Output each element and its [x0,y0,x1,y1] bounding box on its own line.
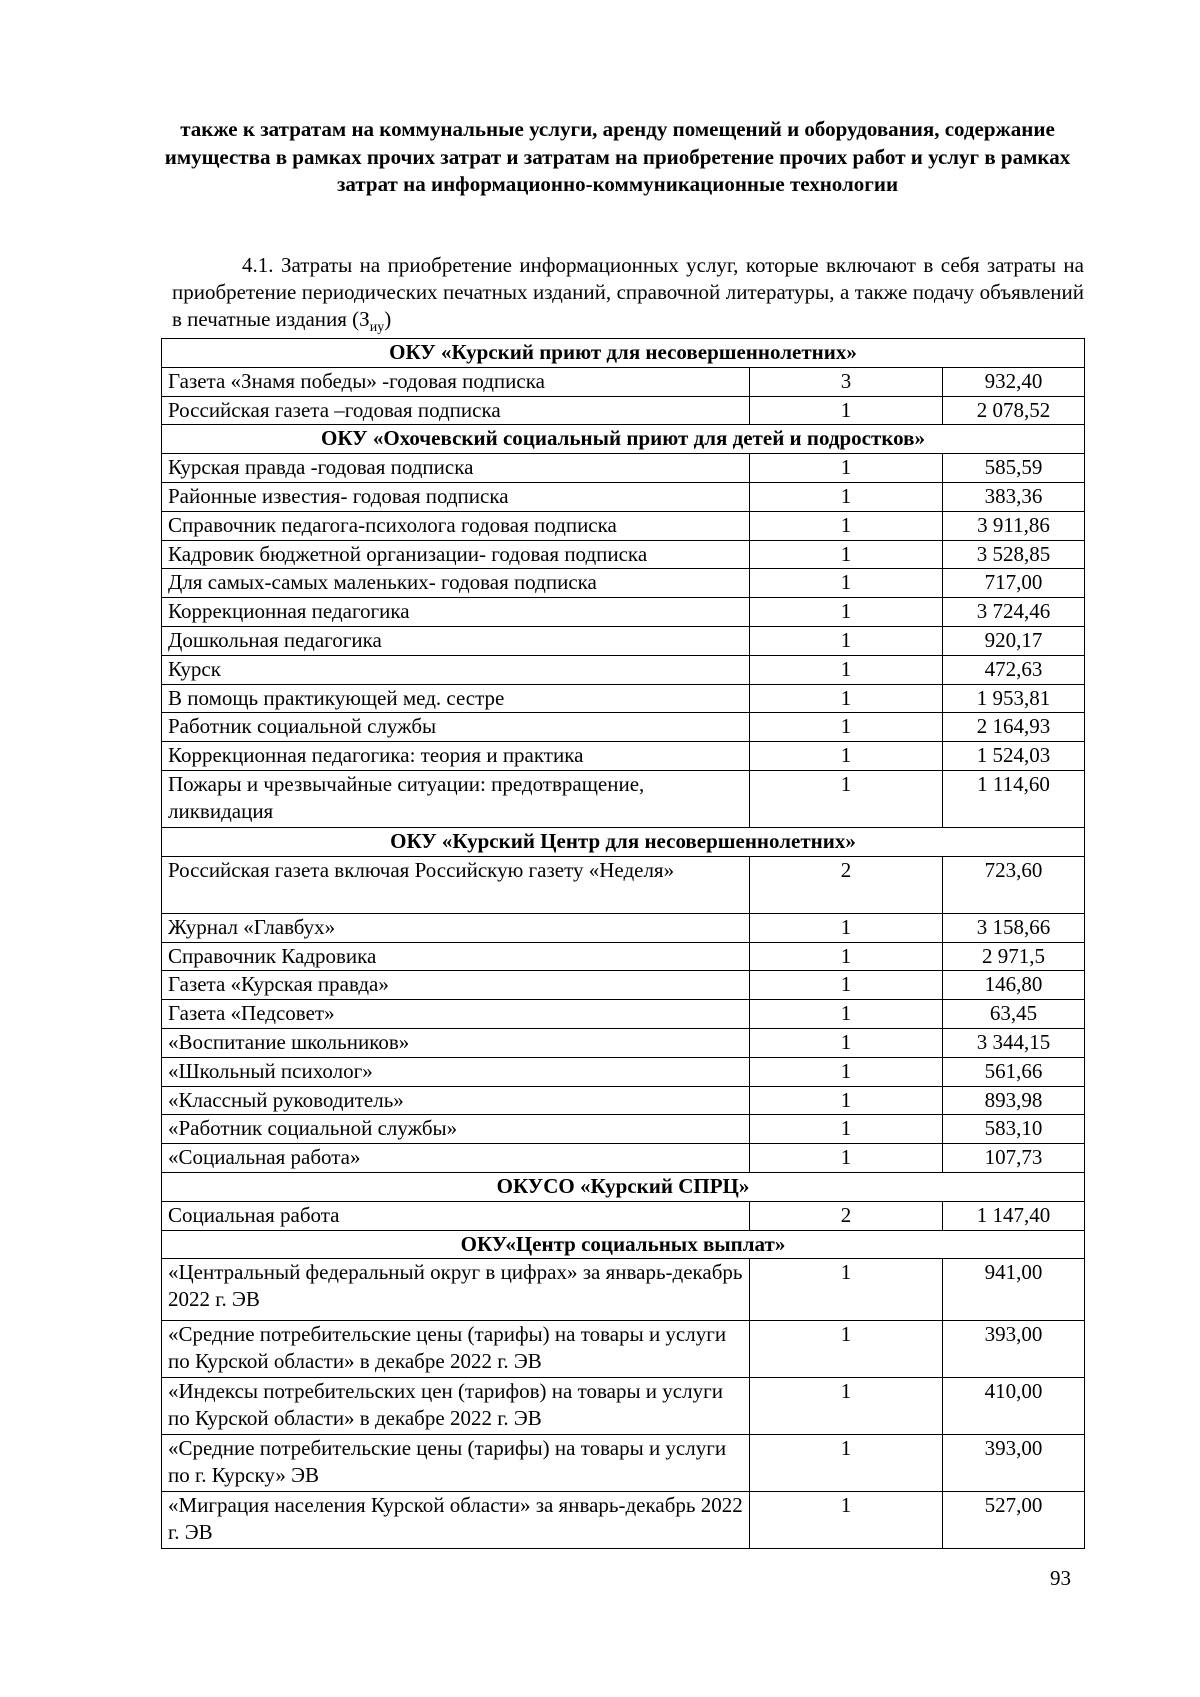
item-amount-cell: 932,40 [943,367,1085,396]
item-amount-cell: 2 164,93 [943,713,1085,742]
item-amount-cell: 383,36 [943,482,1085,511]
item-amount-cell: 393,00 [943,1435,1085,1492]
group-title: ОКУ «Охочевский социальный приют для детей и подростков» [162,425,1085,454]
item-amount-cell: 146,80 [943,971,1085,1000]
item-amount-cell: 1 147,40 [943,1201,1085,1230]
table-row [162,1144,1085,1173]
item-quantity-cell: 1 [750,598,943,627]
table-row [162,598,1085,627]
item-quantity-cell: 1 [750,540,943,569]
table-row [162,540,1085,569]
page-number: 93 [1050,1566,1071,1590]
table-row [162,1115,1085,1144]
table-row [162,396,1085,425]
intro-symbol-subscript: иу [369,320,385,336]
table-row [162,482,1085,511]
item-name-cell: Справочник Кадровика [162,942,750,971]
item-amount-cell: 410,00 [943,1378,1085,1435]
item-amount-cell: 107,73 [943,1144,1085,1173]
item-amount-cell: 893,98 [943,1086,1085,1115]
table-row [162,569,1085,598]
group-header-row [162,1230,1085,1259]
item-name-cell: «Средние потребительские цены (тарифы) на товары и услуги по г. Курску» ЭВ [162,1435,750,1492]
item-quantity-cell: 1 [750,454,943,483]
item-name-cell: «Социальная работа» [162,1144,750,1173]
item-quantity-cell: 1 [750,396,943,425]
item-name-cell: «Центральный федеральный округ в цифрах» за январь-декабрь 2022 г. ЭВ [162,1259,750,1321]
item-quantity-cell: 1 [750,742,943,771]
table-row [162,1321,1085,1378]
table-row [162,1378,1085,1435]
item-name-cell: В помощь практикующей мед. сестре [162,684,750,713]
table-row [162,913,1085,942]
item-name-cell: «Работник социальной службы» [162,1115,750,1144]
item-amount-cell: 2 078,52 [943,396,1085,425]
item-amount-cell: 920,17 [943,626,1085,655]
item-quantity-cell: 1 [750,1259,943,1321]
table-row [162,1259,1085,1321]
cost-table-body [162,339,1085,1549]
item-name-cell: «Средние потребительские цены (тарифы) на товары и услуги по Курской области» в декабре 2022 г. ЭВ [162,1321,750,1378]
item-name-cell: Коррекционная педагогика: теория и практика [162,742,750,771]
item-amount-cell: 472,63 [943,655,1085,684]
table-row [162,856,1085,913]
item-amount-cell: 3 528,85 [943,540,1085,569]
item-quantity-cell: 1 [750,1086,943,1115]
item-quantity-cell: 1 [750,482,943,511]
table-row [162,742,1085,771]
item-name-cell: «Воспитание школьников» [162,1028,750,1057]
item-quantity-cell: 1 [750,971,943,1000]
item-amount-cell: 3 724,46 [943,598,1085,627]
item-name-cell: Кадровик бюджетной организации- годовая подписка [162,540,750,569]
group-title: ОКУСО «Курский СПРЦ» [162,1172,1085,1201]
subscription-cost-table [161,338,1085,1549]
group-header-row [162,827,1085,856]
item-amount-cell: 941,00 [943,1259,1085,1321]
item-quantity-cell: 1 [750,942,943,971]
item-amount-cell: 3 911,86 [943,511,1085,540]
item-name-cell: Российская газета включая Российскую газету «Неделя» [162,856,750,913]
item-amount-cell: 63,45 [943,1000,1085,1029]
item-quantity-cell: 1 [750,1378,943,1435]
item-name-cell: Пожары и чрезвычайные ситуации: предотвращение, ликвидация [162,770,750,827]
item-quantity-cell: 1 [750,713,943,742]
item-quantity-cell: 1 [750,1057,943,1086]
table-row [162,684,1085,713]
table-row [162,1028,1085,1057]
item-name-cell: Газета «Курская правда» [162,971,750,1000]
table-row [162,454,1085,483]
item-quantity-cell: 2 [750,1201,943,1230]
item-amount-cell: 3 344,15 [943,1028,1085,1057]
item-amount-cell: 1 953,81 [943,684,1085,713]
item-name-cell: «Классный руководитель» [162,1086,750,1115]
table-row [162,511,1085,540]
item-name-cell: Для самых-самых маленьких- годовая подписка [162,569,750,598]
item-quantity-cell: 2 [750,856,943,913]
item-amount-cell: 723,60 [943,856,1085,913]
item-name-cell: Работник социальной службы [162,713,750,742]
intro-closing: ) [384,307,392,331]
item-quantity-cell: 3 [750,367,943,396]
item-name-cell: Газета «Знамя победы» -годовая подписка [162,367,750,396]
item-name-cell: Коррекционная педагогика [162,598,750,627]
item-amount-cell: 1 524,03 [943,742,1085,771]
table-row [162,971,1085,1000]
table-row [162,1492,1085,1549]
item-name-cell: Журнал «Главбух» [162,913,750,942]
item-amount-cell: 585,59 [943,454,1085,483]
item-quantity-cell: 1 [750,1028,943,1057]
section-heading: также к затратам на коммунальные услуги, аренду помещений и оборудования, содержание имущества в рамках прочих затрат и затратам на приобретение прочих работ и услуг в рамках затрат на информационно-коммуникационные технологии [164,117,1071,196]
table-row [162,1435,1085,1492]
table-row [162,367,1085,396]
table-row [162,1086,1085,1115]
item-amount-cell: 2 971,5 [943,942,1085,971]
item-quantity-cell: 1 [750,684,943,713]
group-title: ОКУ«Центр социальных выплат» [162,1230,1085,1259]
item-quantity-cell: 1 [750,1144,943,1173]
table-row [162,942,1085,971]
table-row [162,1057,1085,1086]
group-header-row [162,1172,1085,1201]
table-row [162,770,1085,827]
group-title: ОКУ «Курский приют для несовершеннолетних» [162,339,1085,368]
table-row [162,626,1085,655]
item-name-cell: «Миграция населения Курской области» за январь-декабрь 2022 г. ЭВ [162,1492,750,1549]
item-name-cell: Социальная работа [162,1201,750,1230]
intro-text: 4.1. Затраты на приобретение информационных услуг, которые включают в себя затраты на приобретение периодических печатных изданий, справочной литературы, а также подачу объявлений в печатные издания (З [172,253,1084,331]
item-amount-cell: 393,00 [943,1321,1085,1378]
table-row [162,655,1085,684]
table-row [162,1000,1085,1029]
item-quantity-cell: 1 [750,1000,943,1029]
item-quantity-cell: 1 [750,770,943,827]
table-row [162,1201,1085,1230]
item-amount-cell: 527,00 [943,1492,1085,1549]
item-amount-cell: 1 114,60 [943,770,1085,827]
item-quantity-cell: 1 [750,1492,943,1549]
group-header-row [162,425,1085,454]
item-quantity-cell: 1 [750,626,943,655]
item-amount-cell: 3 158,66 [943,913,1085,942]
item-name-cell: Газета «Педсовет» [162,1000,750,1029]
item-quantity-cell: 1 [750,655,943,684]
intro-paragraph [172,252,1084,341]
item-name-cell: Справочник педагога-психолога годовая подписка [162,511,750,540]
group-title: ОКУ «Курский Центр для несовершеннолетних» [162,827,1085,856]
item-quantity-cell: 1 [750,1321,943,1378]
item-name-cell: Курская правда -годовая подписка [162,454,750,483]
group-header-row [162,339,1085,368]
item-name-cell: Российская газета –годовая подписка [162,396,750,425]
item-quantity-cell: 1 [750,1115,943,1144]
item-name-cell: Дошкольная педагогика [162,626,750,655]
item-quantity-cell: 1 [750,913,943,942]
item-name-cell: Курск [162,655,750,684]
item-quantity-cell: 1 [750,511,943,540]
item-name-cell: «Индексы потребительских цен (тарифов) на товары и услуги по Курской области» в декабре 2022 г. ЭВ [162,1378,750,1435]
item-amount-cell: 583,10 [943,1115,1085,1144]
item-amount-cell: 561,66 [943,1057,1085,1086]
item-quantity-cell: 1 [750,569,943,598]
item-amount-cell: 717,00 [943,569,1085,598]
item-name-cell: «Школьный психолог» [162,1057,750,1086]
item-quantity-cell: 1 [750,1435,943,1492]
table-row [162,713,1085,742]
item-name-cell: Районные известия- годовая подписка [162,482,750,511]
